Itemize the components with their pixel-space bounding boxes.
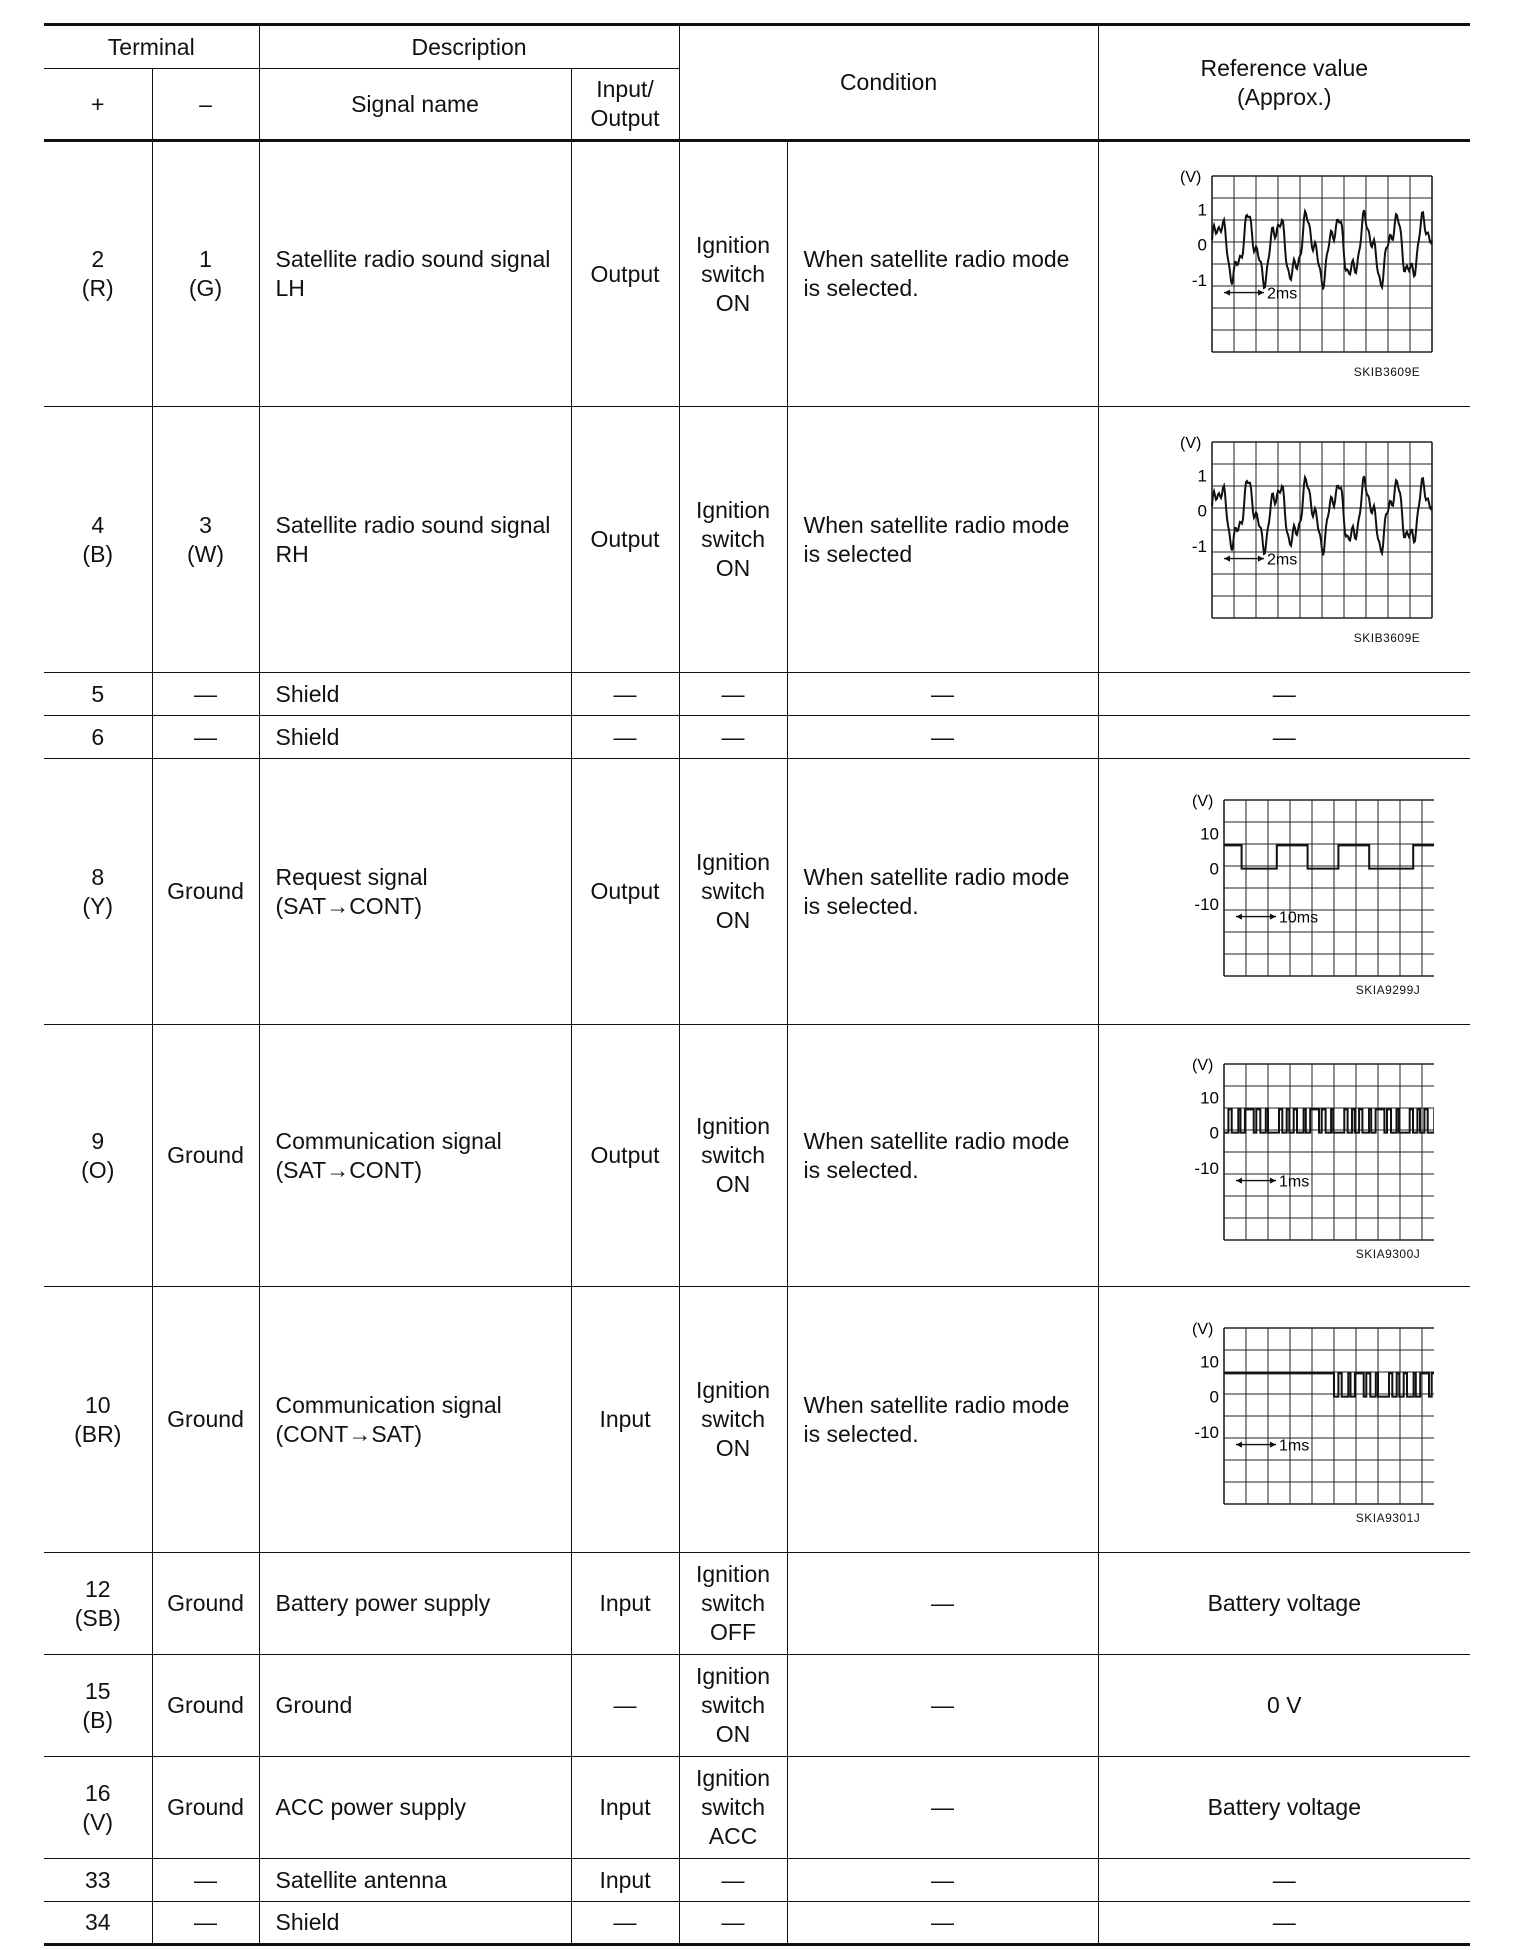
signal-name: Communication signal (SAT→CONT) xyxy=(259,1025,571,1287)
waveform-code: SKIA9300J xyxy=(1355,1246,1421,1261)
reference-waveform-cell xyxy=(1098,407,1470,673)
reference-value: Battery voltage xyxy=(1098,1757,1470,1859)
waveform-chart xyxy=(1134,164,1434,384)
waveform-code: SKIA9301J xyxy=(1355,1510,1421,1525)
condition-switch: Ignition switch ON xyxy=(679,141,787,407)
waveform-grid xyxy=(1224,1328,1434,1504)
signal-name: Shield xyxy=(259,716,571,759)
waveform-time-label: 1ms xyxy=(1279,1173,1310,1191)
condition-switch: Ignition switch ACC xyxy=(679,1757,787,1859)
table-row xyxy=(44,1553,1470,1655)
waveform-code: SKIB3609E xyxy=(1353,630,1421,645)
input-output: Input xyxy=(571,1287,679,1553)
table-row xyxy=(44,407,1470,673)
terminal-minus: Ground xyxy=(152,1553,259,1655)
condition-detail: — xyxy=(787,716,1098,759)
table-row xyxy=(44,673,1470,716)
reference-value: — xyxy=(1098,673,1470,716)
waveform-chart xyxy=(1134,1046,1434,1266)
input-output: — xyxy=(571,1902,679,1945)
condition-detail: — xyxy=(787,1757,1098,1859)
condition-detail: When satellite radio mode is selected. xyxy=(787,1287,1098,1553)
input-output: Output xyxy=(571,1025,679,1287)
table-row xyxy=(44,1859,1470,1902)
waveform-trace xyxy=(1224,1109,1434,1132)
waveform-grid xyxy=(1212,176,1432,352)
waveform-tick-high: 10 xyxy=(1200,823,1220,843)
table-row xyxy=(44,1655,1470,1757)
terminal-minus: Ground xyxy=(152,1655,259,1757)
terminal-minus: Ground xyxy=(152,1287,259,1553)
waveform-trace xyxy=(1224,845,1434,868)
terminal-plus: 2 (R) xyxy=(44,141,152,407)
condition-detail: When satellite radio mode is selected xyxy=(787,407,1098,673)
signal-name: Communication signal (CONT→SAT) xyxy=(259,1287,571,1553)
condition-detail: — xyxy=(787,673,1098,716)
terminal-minus: Ground xyxy=(152,1025,259,1287)
waveform-tick-low: -10 xyxy=(1194,1158,1220,1178)
waveform-tick-zero: 0 xyxy=(1197,501,1208,521)
terminal-minus: Ground xyxy=(152,1757,259,1859)
terminal-plus: 34 xyxy=(44,1902,152,1945)
waveform-chart xyxy=(1134,430,1434,650)
table-row xyxy=(44,1902,1470,1945)
waveform-unit-label: (V) xyxy=(1180,169,1202,186)
input-output: Output xyxy=(571,407,679,673)
terminal-plus: 16 (V) xyxy=(44,1757,152,1859)
waveform-tick-high: 1 xyxy=(1197,465,1208,485)
waveform-code: SKIA9299J xyxy=(1355,982,1421,997)
signal-name: Shield xyxy=(259,1902,571,1945)
condition-detail: When satellite radio mode is selected. xyxy=(787,759,1098,1025)
terminal-plus: 12 (SB) xyxy=(44,1553,152,1655)
waveform-tick-zero: 0 xyxy=(1209,859,1220,879)
condition-detail: — xyxy=(787,1902,1098,1945)
condition-switch: — xyxy=(679,673,787,716)
reference-value: 0 V xyxy=(1098,1655,1470,1757)
input-output: Input xyxy=(571,1859,679,1902)
condition-detail: When satellite radio mode is selected. xyxy=(787,1025,1098,1287)
header-reference-value: Reference value (Approx.) xyxy=(1098,25,1470,141)
waveform-grid xyxy=(1224,1064,1434,1240)
condition-switch: Ignition switch ON xyxy=(679,1025,787,1287)
waveform-tick-zero: 0 xyxy=(1209,1387,1220,1407)
waveform-chart xyxy=(1134,1310,1434,1530)
reference-waveform-cell xyxy=(1098,141,1470,407)
table-row xyxy=(44,759,1470,1025)
waveform-grid xyxy=(1212,442,1432,618)
condition-detail: — xyxy=(787,1553,1098,1655)
terminal-plus: 4 (B) xyxy=(44,407,152,673)
condition-detail: — xyxy=(787,1859,1098,1902)
input-output: — xyxy=(571,1655,679,1757)
signal-name: Battery power supply xyxy=(259,1553,571,1655)
reference-value: — xyxy=(1098,716,1470,759)
condition-detail: When satellite radio mode is selected. xyxy=(787,141,1098,407)
signal-name: Ground xyxy=(259,1655,571,1757)
waveform-tick-zero: 0 xyxy=(1209,1123,1220,1143)
terminal-plus: 33 xyxy=(44,1859,152,1902)
condition-switch: Ignition switch OFF xyxy=(679,1553,787,1655)
table-row xyxy=(44,141,1470,407)
terminal-reference-table xyxy=(44,23,1470,1946)
header-description: Description xyxy=(259,25,679,69)
table-row xyxy=(44,1757,1470,1859)
header-plus: + xyxy=(44,69,152,141)
input-output: Output xyxy=(571,141,679,407)
table-row xyxy=(44,1025,1470,1287)
waveform-time-label: 2ms xyxy=(1267,285,1298,303)
signal-name: ACC power supply xyxy=(259,1757,571,1859)
waveform-tick-high: 10 xyxy=(1200,1087,1220,1107)
terminal-minus: — xyxy=(152,1859,259,1902)
condition-switch: — xyxy=(679,716,787,759)
table-row xyxy=(44,1287,1470,1553)
waveform-time-label: 2ms xyxy=(1267,551,1298,569)
waveform-time-label: 10ms xyxy=(1279,909,1319,927)
reference-value: — xyxy=(1098,1902,1470,1945)
reference-value: Battery voltage xyxy=(1098,1553,1470,1655)
condition-switch: Ignition switch ON xyxy=(679,759,787,1025)
terminal-minus: — xyxy=(152,716,259,759)
terminal-plus: 5 xyxy=(44,673,152,716)
waveform-unit-label: (V) xyxy=(1180,434,1202,452)
input-output: — xyxy=(571,673,679,716)
waveform-grid xyxy=(1224,800,1434,976)
waveform-unit-label: (V) xyxy=(1192,792,1214,810)
waveform-tick-zero: 0 xyxy=(1197,235,1208,255)
input-output: Output xyxy=(571,759,679,1025)
waveform-tick-low: -1 xyxy=(1192,536,1208,556)
signal-name: Request signal (SAT→CONT) xyxy=(259,759,571,1025)
waveform-trace xyxy=(1224,1373,1434,1396)
input-output: Input xyxy=(571,1553,679,1655)
condition-switch: Ignition switch ON xyxy=(679,407,787,673)
waveform-tick-low: -10 xyxy=(1194,894,1220,914)
terminal-minus: — xyxy=(152,1902,259,1945)
reference-waveform-cell xyxy=(1098,1287,1470,1553)
condition-switch: — xyxy=(679,1859,787,1902)
signal-name: Satellite radio sound signal LH xyxy=(259,141,571,407)
header-condition: Condition xyxy=(679,25,1098,141)
waveform-chart xyxy=(1134,782,1434,1002)
waveform-unit-label: (V) xyxy=(1192,1320,1214,1338)
reference-value: — xyxy=(1098,1859,1470,1902)
input-output: Input xyxy=(571,1757,679,1859)
signal-name: Satellite radio sound signal RH xyxy=(259,407,571,673)
terminal-minus: 3 (W) xyxy=(152,407,259,673)
waveform-unit-label: (V) xyxy=(1192,1056,1214,1074)
terminal-minus: 1 (G) xyxy=(152,141,259,407)
reference-waveform-cell xyxy=(1098,759,1470,1025)
waveform-tick-low: -1 xyxy=(1192,270,1208,290)
header-terminal: Terminal xyxy=(44,25,259,69)
condition-switch: Ignition switch ON xyxy=(679,1287,787,1553)
signal-name: Satellite antenna xyxy=(259,1859,571,1902)
terminal-plus: 15 (B) xyxy=(44,1655,152,1757)
waveform-time-label: 1ms xyxy=(1279,1437,1310,1455)
terminal-plus: 9 (O) xyxy=(44,1025,152,1287)
terminal-minus: — xyxy=(152,673,259,716)
header-signal-name: Signal name xyxy=(259,69,571,141)
signal-name: Shield xyxy=(259,673,571,716)
terminal-plus: 8 (Y) xyxy=(44,759,152,1025)
waveform-tick-low: -10 xyxy=(1194,1422,1220,1442)
terminal-plus: 10 (BR) xyxy=(44,1287,152,1553)
condition-switch: — xyxy=(679,1902,787,1945)
condition-detail: — xyxy=(787,1655,1098,1757)
waveform-tick-high: 10 xyxy=(1200,1351,1220,1371)
header-minus: – xyxy=(152,69,259,141)
terminal-minus: Ground xyxy=(152,759,259,1025)
table-row xyxy=(44,716,1470,759)
header-input-output: Input/ Output xyxy=(571,69,679,141)
terminal-plus: 6 xyxy=(44,716,152,759)
input-output: — xyxy=(571,716,679,759)
reference-waveform-cell xyxy=(1098,1025,1470,1287)
waveform-tick-high: 1 xyxy=(1197,200,1208,220)
waveform-code: SKIB3609E xyxy=(1353,365,1421,379)
condition-switch: Ignition switch ON xyxy=(679,1655,787,1757)
